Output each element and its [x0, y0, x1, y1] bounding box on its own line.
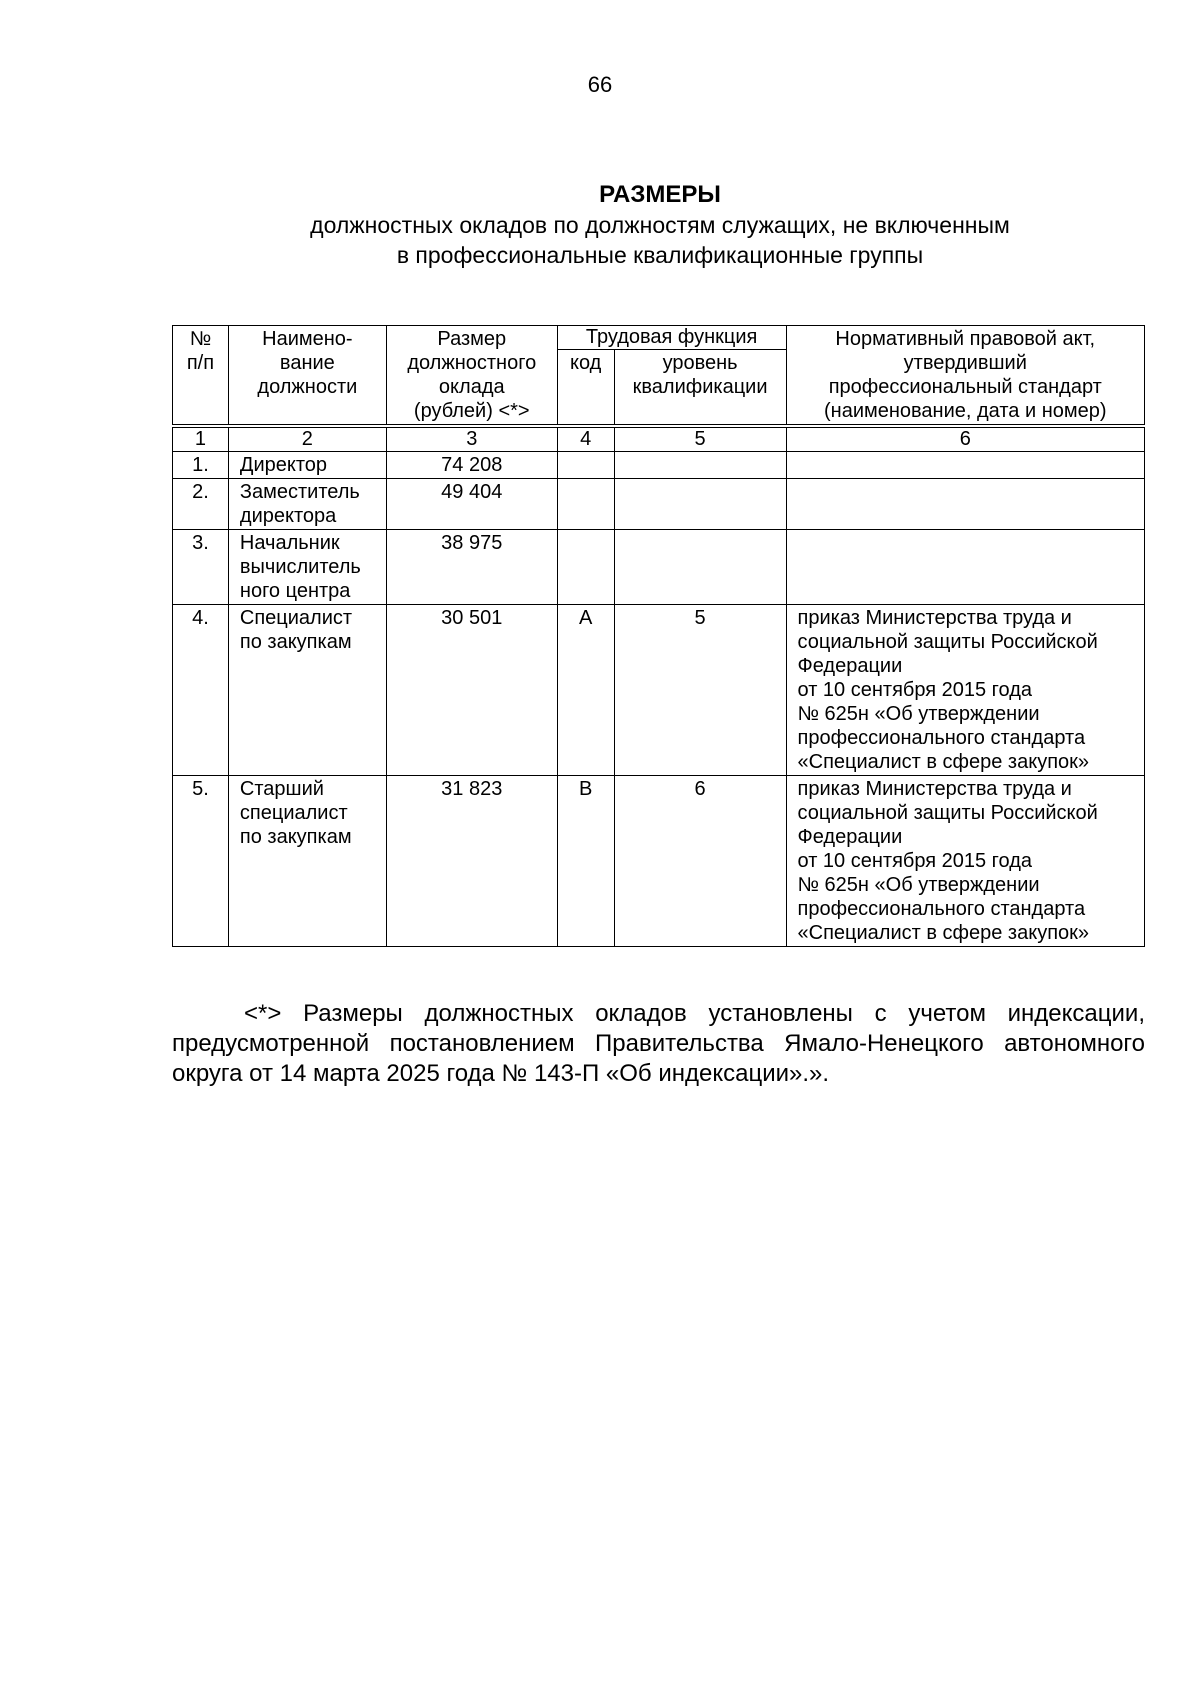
salary-value: 49 404	[386, 479, 557, 530]
document-title: РАЗМЕРЫ	[599, 181, 721, 208]
column-number: 5	[614, 428, 786, 452]
header-text: (наименование, дата и номер)	[823, 400, 1107, 422]
function-code	[557, 452, 614, 479]
table-row	[173, 479, 1145, 530]
qualification-level: 5	[614, 605, 786, 776]
column-number: 6	[786, 428, 1144, 452]
position-name	[228, 605, 386, 776]
table-row	[173, 452, 1145, 479]
function-code	[557, 530, 614, 605]
header-text: Наимено-	[262, 328, 353, 350]
table-header-row	[173, 326, 1145, 350]
position-name-line: Директор	[239, 454, 328, 476]
row-number: 1.	[173, 452, 229, 479]
position-name-line: вычислитель	[239, 556, 361, 578]
salary-value: 74 208	[386, 452, 557, 479]
column-number: 2	[228, 428, 386, 452]
row-number: 2.	[173, 479, 229, 530]
subtitle-line-1: должностных окладов по должностям служащих, не включенным	[310, 212, 1010, 238]
salary-table	[172, 325, 1145, 947]
row-number: 3.	[173, 530, 229, 605]
legal-act-line: «Специалист в сфере закупок»	[797, 751, 1090, 773]
position-name-line: по закупкам	[239, 826, 352, 848]
header-labor-function: Трудовая функция	[557, 326, 786, 350]
header-text: должностного	[407, 352, 537, 374]
header-text: уровень	[662, 352, 738, 374]
position-name	[228, 479, 386, 530]
salary-value: 30 501	[386, 605, 557, 776]
table-row	[173, 530, 1145, 605]
legal-act-line: приказ Министерства труда и	[797, 607, 1072, 629]
header-text: №	[189, 328, 212, 350]
header-legal-act	[786, 326, 1144, 425]
header-text: утвердивший	[903, 352, 1027, 374]
position-name	[228, 530, 386, 605]
qualification-level	[614, 530, 786, 605]
position-name	[228, 452, 386, 479]
legal-act	[786, 452, 1144, 479]
function-code: В	[557, 776, 614, 947]
legal-act-line: № 625н «Об утверждении	[797, 703, 1040, 725]
table-row	[173, 776, 1145, 947]
legal-act	[786, 530, 1144, 605]
header-text: (рублей) <*>	[413, 400, 530, 422]
header-text: квалификации	[632, 376, 768, 398]
column-number-row	[173, 428, 1145, 452]
column-number: 1	[173, 428, 229, 452]
legal-act	[786, 776, 1144, 947]
header-salary	[386, 326, 557, 425]
position-name-line: по закупкам	[239, 631, 352, 653]
legal-act-line: № 625н «Об утверждении	[797, 874, 1040, 896]
header-text: Размер	[437, 328, 507, 350]
salary-value: 31 823	[386, 776, 557, 947]
position-name-line: Старший	[239, 778, 324, 800]
column-number: 3	[386, 428, 557, 452]
position-name-line: директора	[239, 505, 337, 527]
position-name-line: Специалист	[239, 607, 353, 629]
legal-act-line: Федерации	[797, 826, 903, 848]
position-name-line: Начальник	[239, 532, 340, 554]
legal-act-line: профессионального стандарта	[797, 727, 1086, 749]
position-name	[228, 776, 386, 947]
header-qualification-level	[614, 350, 786, 425]
legal-act-line: Федерации	[797, 655, 903, 677]
position-name-line: специалист	[239, 802, 348, 824]
subtitle-line-2: в профессиональные квалификационные группы	[396, 242, 924, 268]
legal-act	[786, 605, 1144, 776]
position-name-line: Заместитель	[239, 481, 360, 503]
header-text: должности	[257, 376, 358, 398]
qualification-level: 6	[614, 776, 786, 947]
legal-act-line: профессионального стандарта	[797, 898, 1086, 920]
row-number: 5.	[173, 776, 229, 947]
column-number: 4	[557, 428, 614, 452]
header-text: п/п	[186, 352, 215, 374]
function-code: А	[557, 605, 614, 776]
page-number: 66	[587, 72, 613, 97]
table-row	[173, 605, 1145, 776]
title-block	[0, 180, 1200, 270]
legal-act	[786, 479, 1144, 530]
legal-act-line: приказ Министерства труда и	[797, 778, 1072, 800]
position-name-line: ного центра	[239, 580, 351, 602]
header-code: код	[557, 350, 614, 425]
header-text: Нормативный правовой акт,	[835, 328, 1096, 350]
row-number: 4.	[173, 605, 229, 776]
header-text: профессиональный стандарт	[828, 376, 1102, 398]
footnote: <*> Размеры должностных окладов установлены с учетом индексации, предусмотренной постановлением Правительства Ямало-Ненецкого автономного округа от 14 марта 2025 года № 143-П «Об индексации».».	[172, 1000, 1145, 1087]
header-text: оклада	[438, 376, 505, 398]
qualification-level	[614, 479, 786, 530]
function-code	[557, 479, 614, 530]
salary-value: 38 975	[386, 530, 557, 605]
legal-act-line: «Специалист в сфере закупок»	[797, 922, 1090, 944]
header-position-name	[228, 326, 386, 425]
header-number	[173, 326, 229, 425]
header-text: вание	[279, 352, 335, 374]
legal-act-line: социальной защиты Российской	[797, 631, 1098, 653]
legal-act-line: социальной защиты Российской	[797, 802, 1098, 824]
legal-act-line: от 10 сентября 2015 года	[797, 679, 1033, 701]
qualification-level	[614, 452, 786, 479]
legal-act-line: от 10 сентября 2015 года	[797, 850, 1033, 872]
